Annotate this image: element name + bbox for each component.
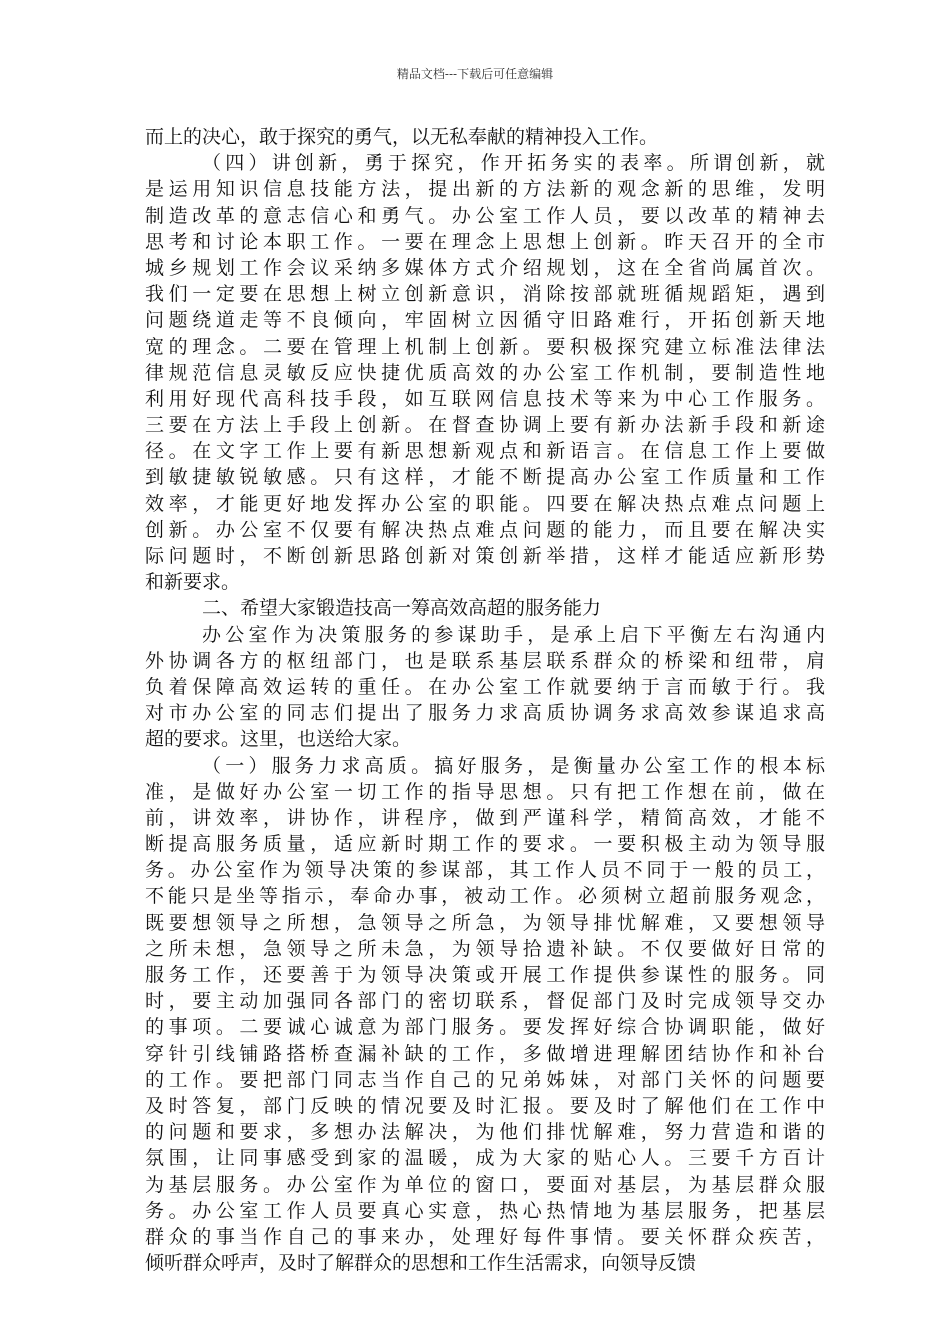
text-line: 和新要求。 (145, 571, 241, 594)
text-line: 负着保障高效运转的重任。在办公室工作就要纳于言而敏于行。我 (145, 675, 825, 698)
paragraph (145, 150, 825, 595)
text-line: 律规范信息灵敏反应快捷优质高效的办公室工作机制，要制造性地 (145, 361, 825, 384)
paragraph (145, 595, 825, 621)
text-line: 办公室作为决策服务的参谋助手，是承上启下平衡左右沟通内 (202, 623, 825, 646)
text-line: 之所未想，急领导之所未急，为领导拾遗补缺。不仅要做好日常的 (145, 937, 825, 960)
text-line: 群众的事当作自己的事来办，处理好每件事情。要关怀群众疾苦， (145, 1225, 825, 1248)
text-line: 际问题时，不断创新思路创新对策创新举措，这样才能适应新形势 (145, 545, 825, 567)
text-line: 问题绕道走等不良倾向，牢固树立因循守旧路难行，开拓创新天地 (145, 309, 825, 332)
text-line: （四）讲创新，勇于探究，作开拓务实的表率。所谓创新，就 (202, 152, 825, 175)
text-line: 径。在文字工作上要有新思想新观点和新语言。在信息工作上要做 (145, 440, 825, 463)
text-line: 不能只是坐等指示，奉命办事，被动工作。必须树立超前服务观念， (145, 885, 825, 908)
text-line: 前，讲效率，讲协作，讲程序，做到严谨科学，精简高效，才能不 (145, 806, 825, 829)
text-line: 到敏捷敏锐敏感。只有这样，才能不断提高办公室工作质量和工作 (145, 466, 825, 489)
text-line: 为基层服务。办公室作为单位的窗口，要面对基层，为基层群众服 (145, 1173, 825, 1196)
text-line: 的问题和要求，多想办法解决，为他们排忧解难，努力营造和谐的 (145, 1121, 825, 1144)
paragraph (145, 753, 825, 1277)
text-line: 断提高服务质量，适应新时期工作的要求。一要积极主动为领导服 (145, 833, 825, 856)
text-line: 的事项。二要诚心诚意为部门服务。要发挥好综合协调职能，做好 (145, 1016, 825, 1039)
text-line: 务。办公室作为领导决策的参谋部，其工作人员不同于一般的员工， (145, 859, 825, 882)
text-line: 超的要求。这里，也送给大家。 (145, 728, 412, 751)
text-line: 是运用知识信息技能方法，提出新的方法新的观念新的思维，发明 (145, 178, 825, 201)
text-line: 既要想领导之所想，急领导之所急，为领导排忧解难，又要想领导 (145, 911, 825, 934)
text-line: 思考和讨论本职工作。一要在理念上思想上创新。昨天召开的全市 (145, 230, 825, 253)
text-line: 城乡规划工作会议采纳多媒体方式介绍规划，这在全省尚属首次。 (145, 256, 825, 279)
text-line: 穿针引线铺路搭桥查漏补缺的工作，多做增进理解团结协作和补台 (145, 1042, 825, 1065)
paragraph (145, 124, 825, 150)
text-line: 准，是做好办公室一切工作的指导思想。只有把工作想在前，做在 (145, 780, 825, 803)
text-line: 而上的决心，敢于探究的勇气，以无私奉献的精神投入工作。 (145, 126, 659, 148)
text-line: 及时答复，部门反映的情况要及时汇报。要及时了解他们在工作中 (145, 1094, 825, 1117)
document-body (145, 124, 825, 1276)
text-line: 我们一定要在思想上树立创新意识，消除按部就班循规蹈矩，遇到 (145, 283, 825, 306)
text-line: （一）服务力求高质。搞好服务，是衡量办公室工作的根本标 (202, 754, 825, 777)
text-line: 的工作。要把部门同志当作自己的兄弟姊妹，对部门关怀的问题要 (145, 1068, 825, 1091)
paragraph (145, 622, 825, 753)
text-line: 效率，才能更好地发挥办公室的职能。四要在解决热点难点问题上 (145, 492, 825, 515)
text-line: 服务工作，还要善于为领导决策或开展工作提供参谋性的服务。同 (145, 964, 825, 986)
text-line: 氛围，让同事感受到家的温暖，成为大家的贴心人。三要千方百计 (145, 1147, 825, 1170)
text-line: 宽的理念。二要在管理上机制上创新。要积极探究建立标准法律法 (145, 335, 825, 358)
text-line: 二、希望大家锻造技高一筹高效高超的服务能力 (202, 597, 602, 620)
text-line: 制造改革的意志信心和勇气。办公室工作人员，要以改革的精神去 (145, 204, 825, 227)
text-line: 对市办公室的同志们提出了服务力求高质协调务求高效参谋追求高 (145, 702, 825, 725)
page-header: 精品文档---下载后可任意编辑 (396, 67, 554, 81)
text-line: 三要在方法上手段上创新。在督查协调上要有新办法新手段和新途 (145, 414, 825, 437)
text-line: 时，要主动加强同各部门的密切联系，督促部门及时完成领导交办 (145, 990, 825, 1013)
text-line: 倾听群众呼声，及时了解群众的思想和工作生活需求，向领导反馈 (145, 1252, 697, 1275)
text-line: 创新。办公室不仅要有解决热点难点问题的能力，而且要在解决实 (145, 518, 825, 541)
text-line: 务。办公室工作人员要真心实意，热心热情地为基层服务，把基层 (145, 1199, 825, 1222)
text-line: 外协调各方的枢纽部门，也是联系基层联系群众的桥梁和纽带，肩 (145, 649, 825, 672)
text-line: 利用好现代高科技手段，如互联网信息技术等来为中心工作服务。 (145, 387, 825, 410)
